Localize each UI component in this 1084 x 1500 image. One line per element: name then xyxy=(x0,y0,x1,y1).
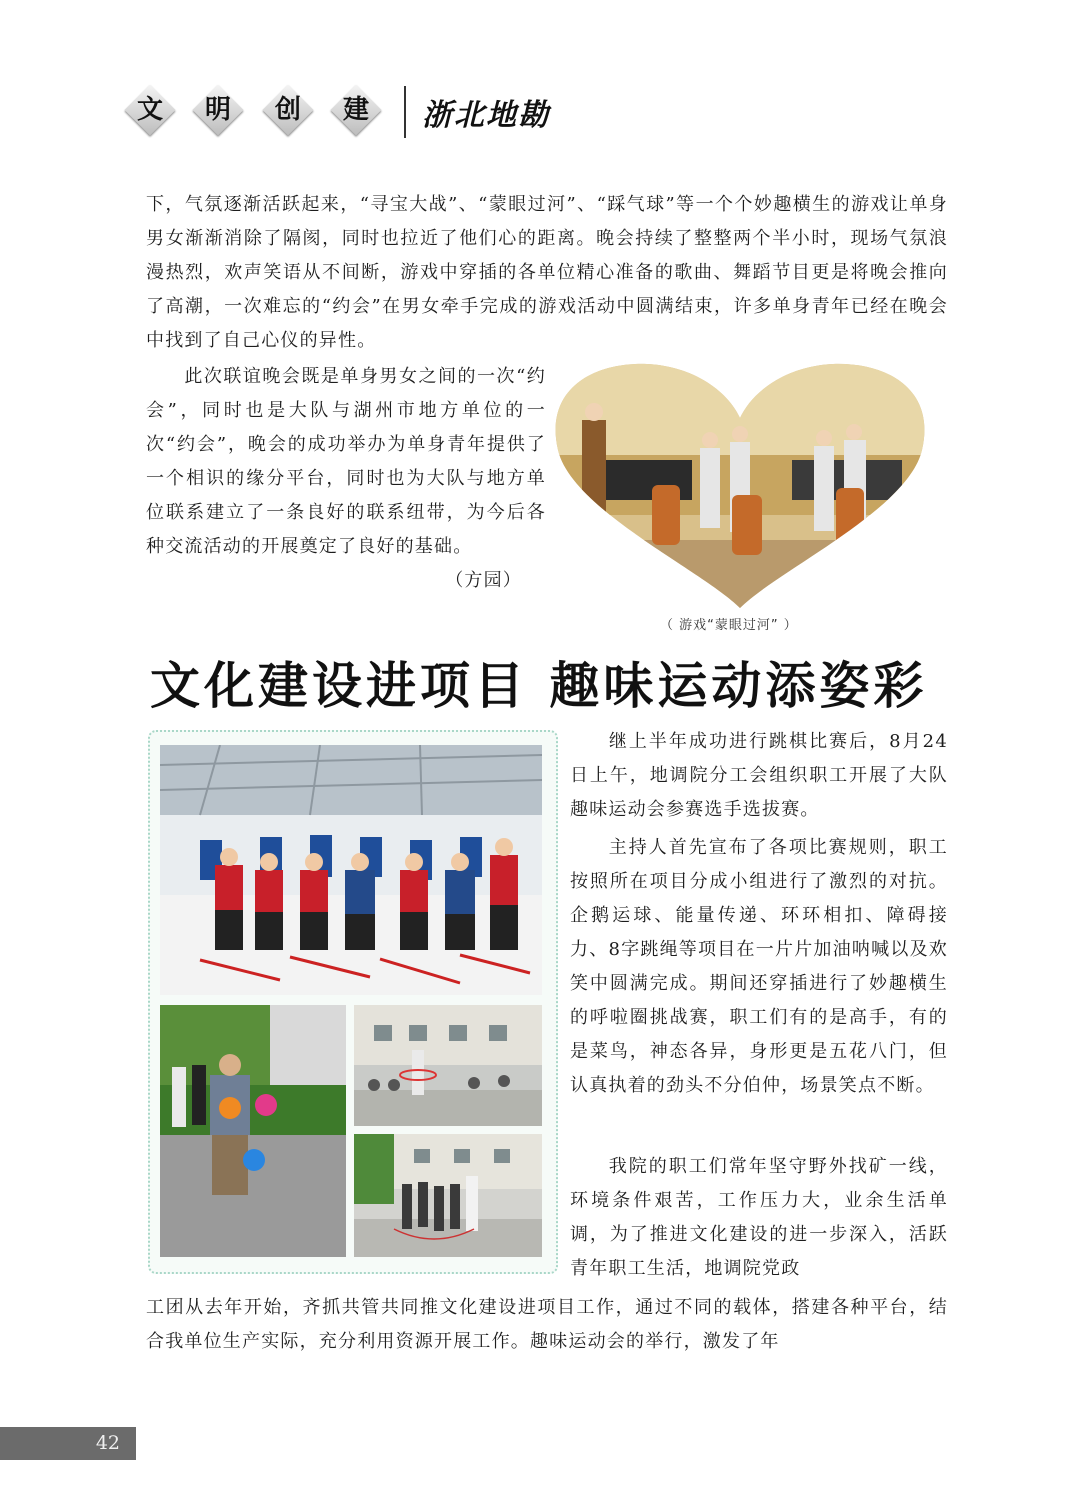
jump-rope-photo xyxy=(354,1134,542,1257)
article1-paragraph-2 xyxy=(146,360,546,598)
article2-title: 文化建设进项目 趣味运动添姿彩 xyxy=(150,657,928,715)
article2-paragraph-3 xyxy=(570,1150,948,1286)
article2-paragraph-3-continued: 工团从去年开始，齐抓共管共同推文化建设进项目工作，通过不同的载体，搭建各种平台，结合我单位生产实际，充分利用资源开展工作。趣味运动会的举行，激发了年 xyxy=(146,1297,948,1352)
section-diamond-3 xyxy=(266,88,310,132)
author-credit: （方园） xyxy=(445,570,522,591)
article2-paragraph-2 xyxy=(570,831,948,1103)
section-diamond-4 xyxy=(334,88,378,132)
section-char-3: 创 xyxy=(274,95,301,125)
ski-group-photo xyxy=(160,745,542,995)
article2-paragraph-1 xyxy=(570,725,948,827)
section-header xyxy=(128,82,588,142)
ball-relay-photo xyxy=(160,1005,346,1257)
brand-title: 浙北地勘 xyxy=(422,98,550,133)
page-number: 42 xyxy=(0,1427,136,1460)
section-diamond-2 xyxy=(196,88,240,132)
article1-paragraph-1: 下，气氛逐渐活跃起来，“寻宝大战”、“蒙眼过河”、“踩气球”等一个个妙趣横生的游戏让单身男女渐渐消除了隔阂，同时也拉近了他们心的距离。晚会持续了整整两个半小时，现场气氛浪漫热烈，欢声笑语从不间断，游戏中穿插的各单位精心准备的歌曲、舞蹈节目更是将晚会推向了高潮，一次难忘的“约会”在男女牵手完成的游戏活动中圆满结束，许多单身青年已经在晚会中找到了自己心仪的异性。 xyxy=(146,194,948,351)
photo-caption: （ 游戏“蒙眼过河” ） xyxy=(660,618,798,633)
header-divider xyxy=(404,86,406,138)
article2-paragraph-1-text: 继上半年成功进行跳棋比赛后，8月24日上午，地调院分工会组织职工开展了大队趣味运动会参赛选手选拔赛。 xyxy=(570,731,948,820)
section-char-1: 文 xyxy=(136,95,163,125)
heart-photo xyxy=(552,360,928,610)
article1-paragraph-2-text: 此次联谊晚会既是单身男女之间的一次“约会”，同时也是大队与湖州市地方单位的一次“约会”，晚会的成功举办为单身青年提供了一个相识的缘分平台，同时也为大队与地方单位联系建立了一条良好的联系纽带，为今后各种交流活动的开展奠定了良好的基础。 xyxy=(146,366,546,557)
section-char-2: 明 xyxy=(204,95,231,125)
article2-paragraph-3-text: 我院的职工们常年坚守野外找矿一线，环境条件艰苦，工作压力大，业余生活单调，为了推进文化建设的进一步深入，活跃青年职工生活，地调院党政 xyxy=(570,1156,948,1279)
section-char-4: 建 xyxy=(342,95,369,125)
article2-paragraph-2-text: 主持人首先宣布了各项比赛规则，职工按照所在项目分成小组进行了激烈的对抗。企鹅运球、能量传递、环环相扣、障碍接力、8字跳绳等项目在一片片加油呐喊以及欢笑中圆满完成。期间还穿插进行了妙趣横生的呼啦圈挑战赛，职工们有的是高手，有的是菜鸟，神态各异，身形更是五花八门，但认真执着的劲头不分伯仲，场景笑点不断。 xyxy=(570,837,948,1096)
section-diamond-1 xyxy=(128,88,172,132)
hula-hoop-photo xyxy=(354,1005,542,1126)
